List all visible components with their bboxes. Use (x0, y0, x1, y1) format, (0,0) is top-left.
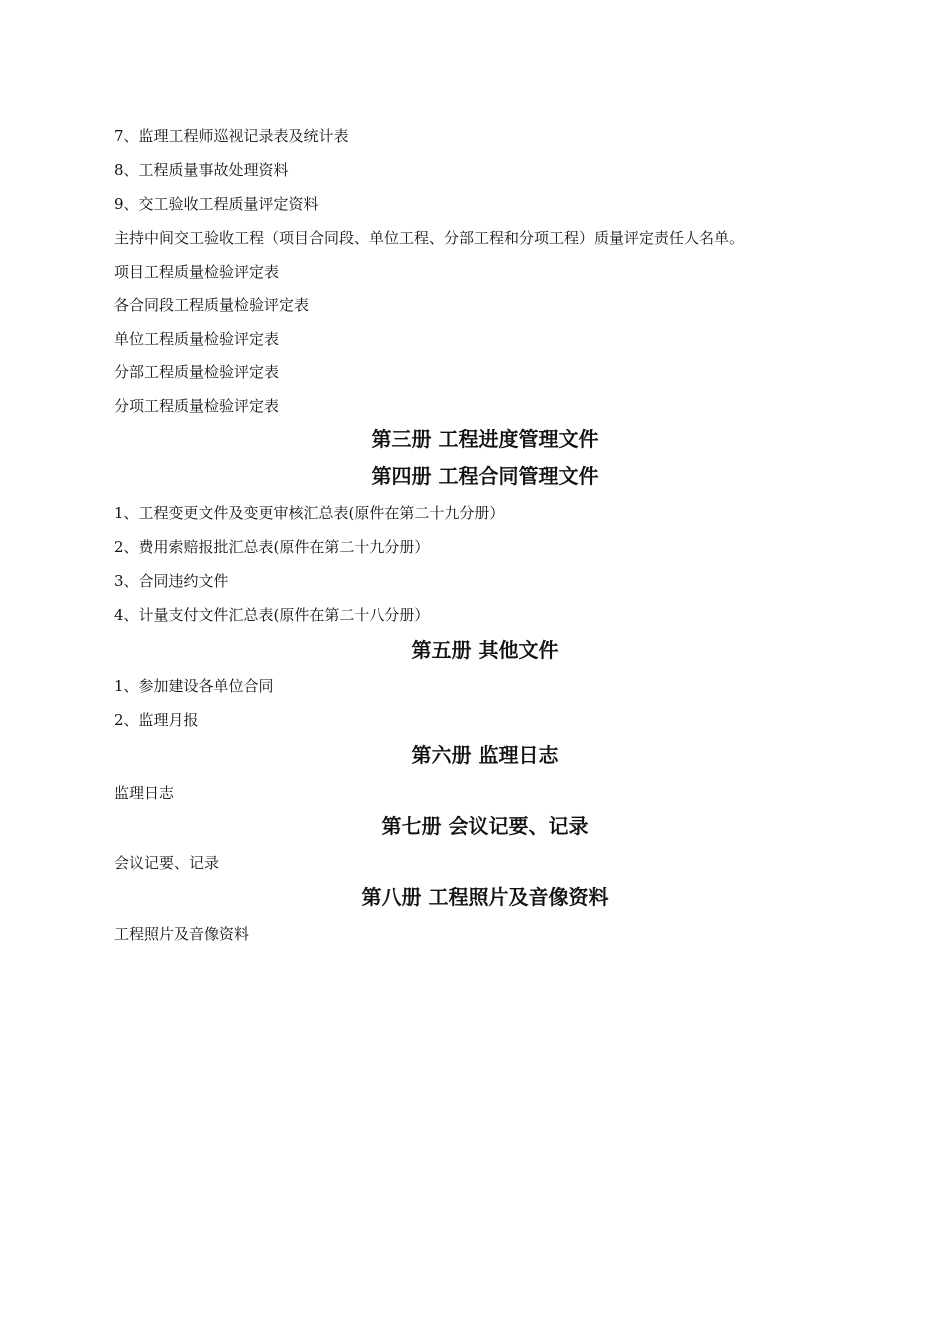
list-item: 2、费用索赔报批汇总表(原件在第二十九分册） (114, 538, 430, 556)
list-item: 1、工程变更文件及变更审核汇总表(原件在第二十九分册） (114, 504, 505, 522)
volume-6-heading: 第六册 监理日志 (411, 743, 559, 767)
volume-3-heading: 第三册 工程进度管理文件 (371, 427, 599, 451)
list-item: 分部工程质量检验评定表 (114, 363, 280, 381)
list-item: 7、监理工程师巡视记录表及统计表 (114, 127, 349, 145)
list-item: 3、合同违约文件 (114, 572, 229, 590)
list-item: 项目工程质量检验评定表 (114, 263, 280, 281)
list-item: 会议记要、记录 (114, 854, 220, 872)
list-item: 单位工程质量检验评定表 (114, 330, 280, 348)
volume-5-heading: 第五册 其他文件 (411, 638, 559, 662)
list-item: 2、监理月报 (114, 711, 199, 729)
list-item: 工程照片及音像资料 (114, 925, 250, 943)
list-item: 4、计量支付文件汇总表(原件在第二十八分册） (114, 606, 430, 624)
list-item: 8、工程质量事故处理资料 (114, 161, 289, 179)
list-item: 1、参加建设各单位合同 (114, 677, 274, 695)
list-item: 各合同段工程质量检验评定表 (114, 296, 310, 314)
list-item: 分项工程质量检验评定表 (114, 397, 280, 415)
volume-4-heading: 第四册 工程合同管理文件 (371, 464, 599, 488)
list-item: 监理日志 (114, 784, 175, 802)
list-item: 主持中间交工验收工程（项目合同段、单位工程、分部工程和分项工程）质量评定责任人名单。 (114, 229, 745, 247)
list-item: 9、交工验收工程质量评定资料 (114, 195, 319, 213)
volume-8-heading: 第八册 工程照片及音像资料 (361, 885, 609, 909)
volume-7-heading: 第七册 会议记要、记录 (381, 814, 589, 838)
